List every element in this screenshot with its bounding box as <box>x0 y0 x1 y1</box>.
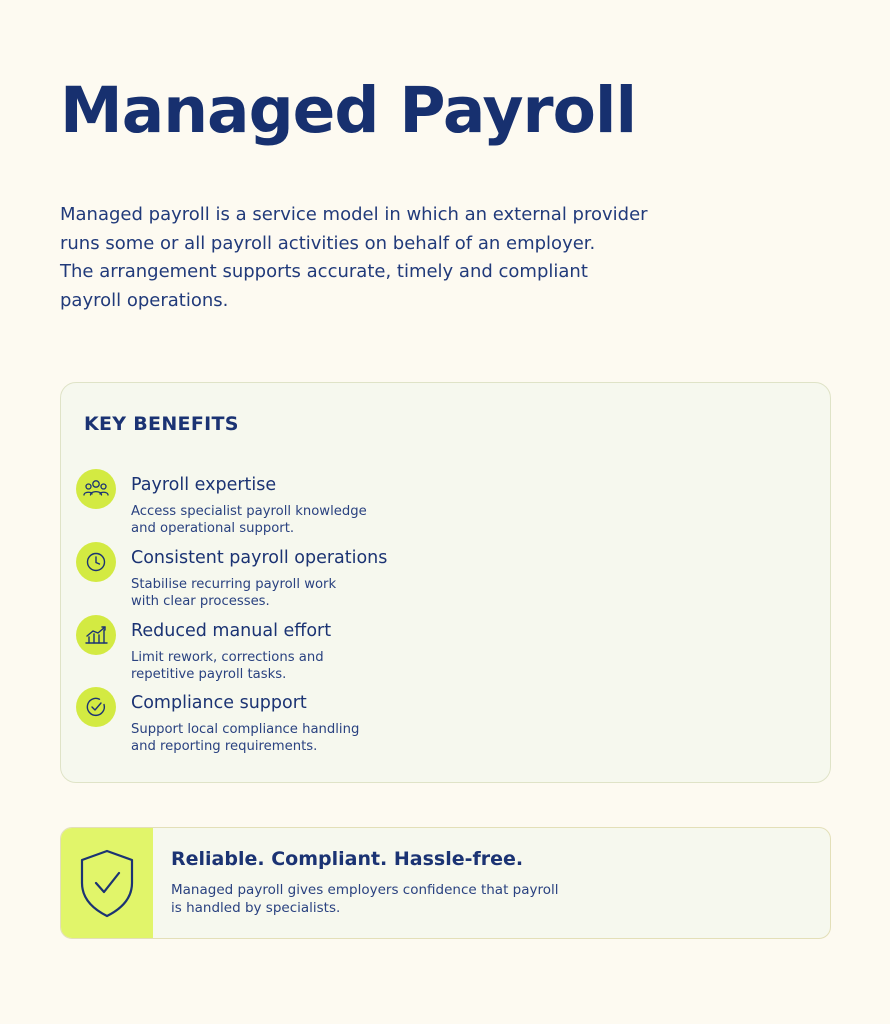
callout-desc-line: is handled by specialists. <box>171 900 341 916</box>
benefit-description <box>131 721 359 755</box>
benefit-desc-line: with clear processes. <box>131 594 270 609</box>
people-group-icon <box>76 469 116 509</box>
callout-desc-line: Managed payroll gives employers confidence that payroll <box>171 882 559 898</box>
intro-line: runs some or all payroll activities on behalf of an employer. <box>60 232 596 254</box>
benefit-desc-line: Support local compliance handling <box>131 722 360 737</box>
shield-check-icon <box>61 828 153 938</box>
callout-title: Reliable. Compliant. Hassle-free. <box>171 848 524 870</box>
benefit-desc-line: and reporting requirements. <box>131 739 318 754</box>
benefit-desc-line: repetitive payroll tasks. <box>131 667 287 682</box>
intro-line: The arrangement supports accurate, timely and compliant <box>60 261 588 282</box>
intro-paragraph <box>60 201 680 315</box>
benefit-title: Compliance support <box>131 693 307 713</box>
benefit-title: Consistent payroll operations <box>131 548 388 568</box>
benefit-description <box>131 649 324 683</box>
benefit-description <box>131 503 367 537</box>
key-benefits-card <box>60 382 831 783</box>
benefit-item-compliance-support <box>76 687 476 757</box>
benefit-item-reduced-effort <box>76 615 476 685</box>
benefit-desc-line: Limit rework, corrections and <box>131 650 324 665</box>
benefit-title: Reduced manual effort <box>131 621 332 641</box>
key-benefits-heading: KEY BENEFITS <box>84 413 239 435</box>
page-title: Managed Payroll <box>60 74 637 147</box>
check-circle-icon <box>76 687 116 727</box>
benefit-desc-line: Access specialist payroll knowledge <box>131 504 367 519</box>
benefit-desc-line: and operational support. <box>131 521 295 536</box>
callout-description <box>171 881 559 917</box>
benefit-item-consistent-operations <box>76 542 476 612</box>
benefit-title: Payroll expertise <box>131 475 277 495</box>
benefit-item-payroll-expertise <box>76 469 476 539</box>
reliability-callout <box>60 827 831 939</box>
intro-line: Managed payroll is a service model in which an external provider <box>60 204 648 225</box>
intro-line: payroll operations. <box>60 289 229 311</box>
benefit-description <box>131 576 336 610</box>
benefit-desc-line: Stabilise recurring payroll work <box>131 577 337 592</box>
bar-chart-trend-icon <box>76 615 116 655</box>
clock-icon <box>76 542 116 582</box>
